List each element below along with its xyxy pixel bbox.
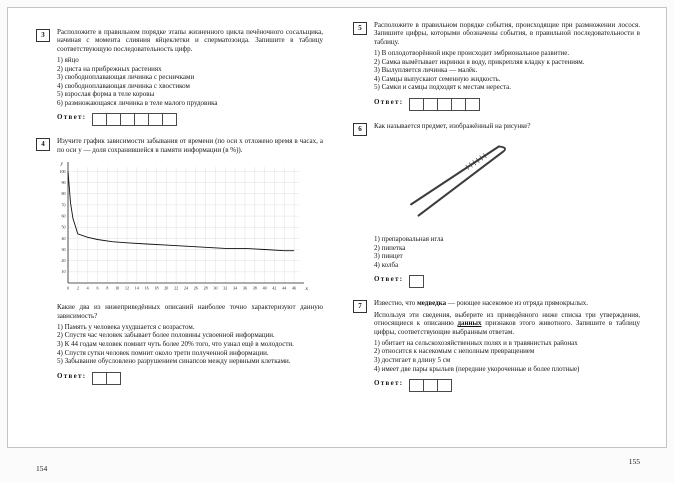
svg-text:80: 80 (61, 191, 66, 197)
option-item: 5) взрослая форма в теле коровы (57, 90, 155, 99)
answer-cells (409, 98, 480, 111)
option-item: 4) Спустя сутки человек помнит около трети полученной информации. (57, 348, 269, 357)
svg-text:42: 42 (272, 285, 277, 291)
option-item: 1) яйцо (57, 56, 79, 65)
question-5-options (374, 49, 640, 92)
answer-cell[interactable] (409, 379, 424, 392)
question-5 (353, 21, 640, 111)
question-3 (36, 28, 323, 126)
option-item: 4) свободноплавающая личинка с хвостиком (57, 81, 190, 90)
option-item: 5) Забывание обусловлено разрушением синапсов между нервными клетками. (57, 357, 291, 366)
option-item: 4) имеет две пары крыльев (передние укороченные и более плотные) (374, 364, 580, 373)
question-5-number-box: 5 (353, 22, 367, 35)
option-item: 5) Самки и самцы подходят к местам нереста. (374, 83, 511, 92)
answer-cell[interactable] (120, 113, 135, 126)
svg-text:10: 10 (115, 285, 120, 291)
svg-text:90: 90 (61, 180, 66, 186)
text-fragment: Используя эти сведения, выберите из приведённого ниже списка три утверждения, относящиеся к описанию (374, 310, 640, 328)
answer-cell[interactable] (437, 379, 452, 392)
page-155 (337, 8, 666, 476)
option-item: 2) Самка вымётывает икринки в воду, прикрепляя кладку к растениям. (374, 57, 585, 66)
svg-text:8: 8 (106, 285, 109, 291)
answer-cells (409, 379, 452, 392)
option-item: 1) Память у человека ухудшается с возрастом. (57, 322, 195, 331)
option-item: 3) К 44 годам человек помнит чуть более 20% того, что узнал ещё в молодости. (57, 339, 294, 348)
answer-cell[interactable] (465, 98, 480, 111)
svg-text:32: 32 (223, 285, 228, 291)
answer-cell[interactable] (162, 113, 177, 126)
answer-label: Ответ: (374, 379, 404, 388)
page-154 (8, 8, 337, 483)
question-7 (353, 299, 640, 392)
question-3-answer-row (57, 113, 323, 126)
question-7-answer-row (374, 379, 640, 392)
svg-text:70: 70 (61, 202, 66, 208)
answer-cell[interactable] (106, 372, 121, 385)
book-spread (7, 7, 667, 473)
svg-text:0: 0 (67, 285, 69, 291)
term-medvedka: медведка (417, 299, 447, 308)
option-item: 2) пипетка (374, 243, 406, 252)
svg-text:6: 6 (96, 285, 99, 291)
option-item: 3) достигает в длину 5 см (374, 355, 451, 364)
svg-text:28: 28 (203, 285, 208, 291)
svg-text:50: 50 (61, 224, 66, 230)
question-7-intro (374, 299, 640, 307)
question-5-text: Расположите в правильном порядке события, происходящие при размножении лосося. Запишите цифры, которыми обозначены события, в правильной последовательности в таблицу. (374, 21, 640, 46)
option-item: 2) Спустя час человек забывает более половины усвоенной информации. (57, 331, 275, 340)
option-item: 1) обитает на сельскохозяйственных полях и в травянистых районах (374, 338, 578, 347)
question-6-number-box: 6 (353, 123, 367, 136)
svg-text:2: 2 (76, 285, 79, 291)
tweezers-figure (398, 135, 640, 232)
svg-text:46: 46 (292, 285, 297, 291)
answer-label: Ответ: (374, 97, 404, 106)
answer-cell[interactable] (437, 98, 452, 111)
option-item: 3) пинцет (374, 252, 403, 261)
svg-text:x: x (305, 286, 308, 293)
svg-text:18: 18 (154, 285, 159, 291)
svg-text:44: 44 (282, 285, 287, 291)
option-item: 1) препаровальная игла (374, 235, 444, 244)
svg-text:40: 40 (262, 285, 267, 291)
question-3-number-box: 3 (36, 29, 50, 42)
tweezers-image (398, 135, 510, 227)
answer-cell[interactable] (423, 379, 438, 392)
answer-cells (409, 275, 424, 288)
option-item: 3) свободноплавающая личинка с ресничками (57, 73, 195, 82)
answer-cell[interactable] (423, 98, 438, 111)
question-7-task (374, 311, 640, 336)
svg-text:30: 30 (213, 285, 218, 291)
option-item: 2) циста на прибрежных растениях (57, 64, 162, 73)
answer-cell[interactable] (451, 98, 466, 111)
question-7-number-box: 7 (353, 300, 367, 313)
question-7-options (374, 339, 640, 373)
answer-cells (92, 113, 177, 126)
svg-text:16: 16 (144, 285, 149, 291)
option-item: 1) В оплодотворённой икре происходит эмбриональное развитие. (374, 49, 570, 58)
question-6-text: Как называется предмет, изображённый на рисунке? (374, 121, 531, 130)
answer-label: Ответ: (57, 371, 87, 380)
question-3-text: Расположите в правильном порядке этапы жизненного цикла печёночного сосальщика, начиная с момента слияния яйцеклетки и сперматозоида. Запишите в таблицу соответствующую последовательность цифр. (57, 28, 323, 53)
svg-text:14: 14 (134, 285, 139, 291)
svg-text:38: 38 (252, 285, 257, 291)
svg-text:10: 10 (61, 269, 66, 275)
answer-cell[interactable] (92, 113, 107, 126)
svg-text:26: 26 (193, 285, 198, 291)
question-4-intro: Изучите график зависимости забывания от времени (по оси x отложено время в часах, а по оси y — доля сохранившейся в памяти информации (в %)). (57, 137, 323, 154)
svg-text:20: 20 (164, 285, 169, 291)
svg-text:100: 100 (59, 169, 66, 175)
page-number-left: 154 (36, 464, 48, 473)
question-4-number-box: 4 (36, 138, 50, 151)
answer-cell[interactable] (409, 275, 424, 288)
question-6-options (374, 235, 640, 269)
question-4 (36, 137, 323, 384)
question-4-question: Какие два из нижеприведённых описаний наиболее точно характеризуют данную зависимость? (57, 303, 323, 320)
question-3-options (57, 56, 323, 107)
answer-cell[interactable] (148, 113, 163, 126)
question-6-answer-row (374, 275, 640, 288)
answer-cells (92, 372, 121, 385)
option-item: 2) относится к насекомым с неполным превращением (374, 347, 535, 356)
answer-label: Ответ: (57, 113, 87, 122)
option-item: 6) размножающаяся личинка в теле малого прудовика (57, 98, 218, 107)
text-fragment: признаков этого животного. Запишите в таблицу цифры, соответствующие выбранным ответам. (374, 319, 641, 336)
text-fragment: — роющее насекомое из отряда прямокрылых. (446, 299, 589, 308)
svg-text:22: 22 (174, 285, 179, 291)
page-number-right: 155 (628, 457, 640, 466)
question-5-answer-row (374, 98, 640, 111)
option-item: 3) Вылупляется личинка — малёк. (374, 66, 478, 75)
option-item: 4) колба (374, 260, 399, 269)
svg-text:40: 40 (61, 235, 66, 241)
question-4-answer-row (57, 372, 323, 385)
emphasized-word: данных (457, 319, 482, 328)
question-4-options (57, 323, 323, 366)
forgetting-curve-chart (51, 158, 323, 301)
chart-svg (51, 158, 309, 296)
text-fragment: Известно, что (374, 299, 418, 308)
option-item: 4) Самцы выпускают семенную жидкость. (374, 74, 501, 83)
question-6 (353, 122, 640, 289)
svg-text:36: 36 (242, 285, 247, 291)
answer-label: Ответ: (374, 275, 404, 284)
svg-text:60: 60 (61, 213, 66, 219)
svg-text:12: 12 (124, 285, 129, 291)
svg-text:30: 30 (61, 247, 66, 253)
svg-text:20: 20 (61, 258, 66, 264)
answer-cell[interactable] (409, 98, 424, 111)
answer-cell[interactable] (92, 372, 107, 385)
answer-cell[interactable] (134, 113, 149, 126)
svg-text:y: y (60, 161, 63, 168)
svg-text:34: 34 (233, 285, 238, 291)
answer-cell[interactable] (106, 113, 121, 126)
svg-text:4: 4 (86, 285, 89, 291)
svg-text:24: 24 (183, 285, 188, 291)
